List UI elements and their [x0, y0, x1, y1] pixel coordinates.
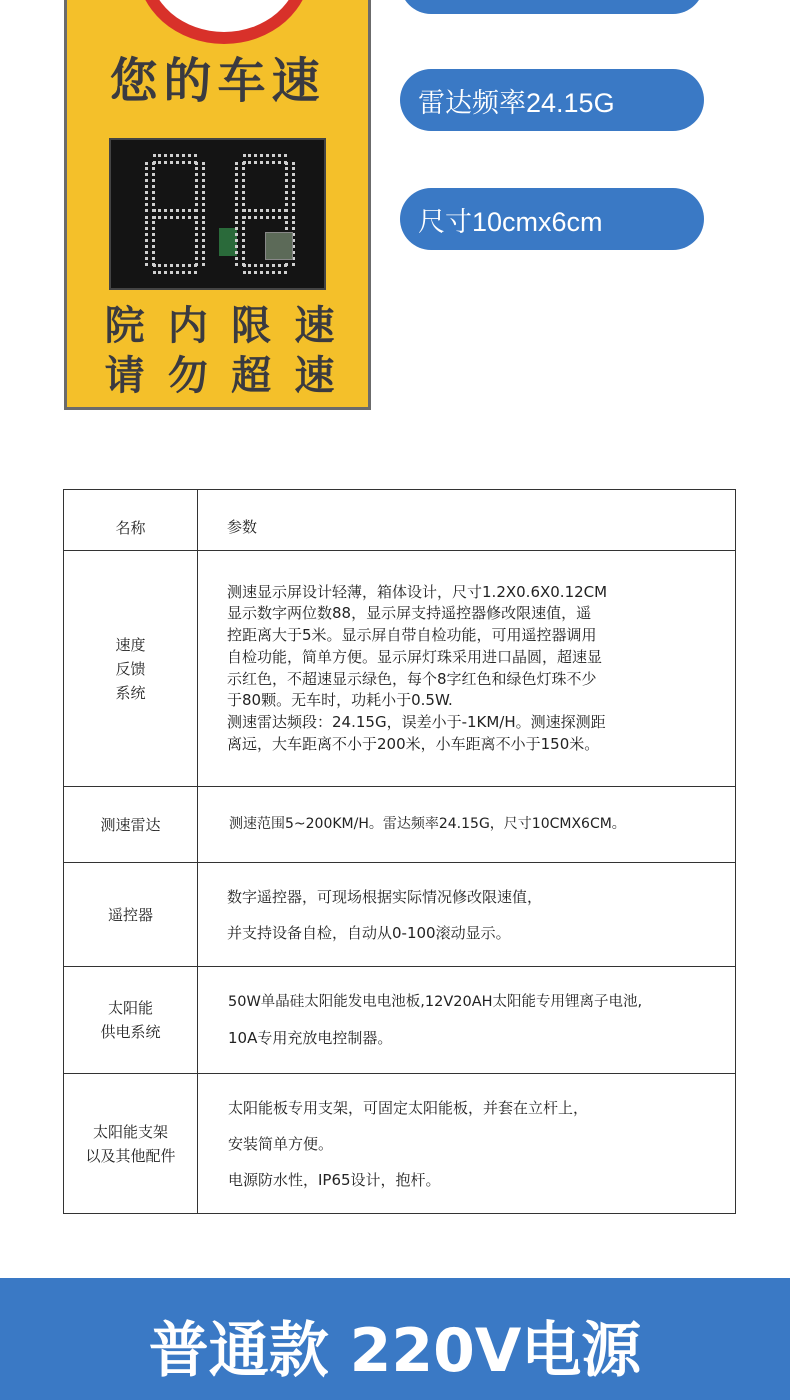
row-name-cell — [64, 787, 198, 863]
row-param-cell — [198, 551, 736, 787]
sign-char: 请 — [104, 353, 145, 399]
row-name-line: 太阳能 — [107, 999, 153, 1017]
radar-module — [265, 232, 293, 260]
spec-table — [63, 489, 736, 1214]
row-param-cell — [198, 787, 736, 863]
led-digit-tens — [145, 154, 205, 274]
param-line: 安装简单方便。 — [228, 1134, 334, 1153]
feature-pill-radar-frequency: 雷达频率24.15G — [400, 69, 704, 131]
table-header-row — [64, 490, 736, 551]
header-name-cell: 名称 — [64, 490, 198, 551]
sign-char: 勿 — [167, 353, 208, 399]
row-name-line: 太阳能支架 — [92, 1122, 168, 1141]
sign-char: 限 — [231, 303, 272, 349]
row-param-cell — [198, 863, 736, 967]
row-name-cell — [64, 551, 198, 787]
speed-limit-circle — [137, 0, 311, 44]
param-line: 显示数字两位数88，显示屏支持遥控器修改限速值，遥 — [227, 604, 592, 623]
row-name-line: 测速雷达 — [100, 815, 161, 834]
table-row — [64, 1074, 736, 1214]
led-speed-display — [109, 138, 326, 290]
row-name-line: 供电系统 — [100, 1023, 161, 1041]
row-name-line: 以及其他配件 — [85, 1146, 176, 1165]
param-line: 10A专用充放电控制器。 — [228, 1029, 393, 1047]
sign-char: 内 — [167, 303, 208, 349]
table-row — [64, 863, 736, 967]
row-name-cell — [64, 863, 198, 967]
row-name-line: 反馈 — [115, 659, 146, 678]
table-row — [64, 967, 736, 1074]
row-name-line: 速度 — [115, 635, 146, 654]
param-line: 电源防水性，IP65设计，抱杆。 — [228, 1170, 441, 1189]
param-line: 测速雷达频段：24.15G，误差小于-1KM/H。测速探测距 — [227, 712, 606, 731]
param-line: 于80颗。无车时，功耗小于0.5W. — [227, 691, 453, 710]
banner-title: 普通款 220V电源 — [148, 1316, 642, 1386]
row-name-cell — [64, 967, 198, 1074]
param-line: 控距离大于5米。显示屏自带自检功能，可用遥控器调用 — [227, 626, 597, 645]
sign-char: 速 — [294, 353, 335, 399]
sign-title: 您的车速 — [109, 53, 326, 109]
param-line: 数字遥控器，可现场根据实际情况修改限速值， — [227, 887, 543, 906]
row-name-line: 系统 — [115, 683, 146, 702]
param-line: 离远，大车距离不小于200米，小车距离不小于150米。 — [227, 734, 600, 753]
feature-pill-size: 尺寸10cmx6cm — [400, 188, 704, 250]
row-param-cell — [198, 1074, 736, 1214]
row-name-cell — [64, 1074, 198, 1214]
sign-char: 超 — [231, 353, 272, 399]
header-param-cell: 参数 — [198, 490, 736, 551]
sign-bottom-text — [93, 302, 346, 400]
param-line: 并支持设备自检，自动从0-100滚动显示。 — [227, 923, 511, 942]
param-line: 测速显示屏设计轻薄，箱体设计，尺寸1.2X0.6X0.12CM — [227, 582, 608, 601]
sign-char: 速 — [294, 303, 335, 349]
sign-char: 院 — [104, 303, 145, 349]
param-line: 测速范围5~200KM/H。雷达频率24.15G，尺寸10CMX6CM。 — [229, 815, 626, 832]
row-name-line: 遥控器 — [107, 905, 153, 924]
row-param-cell — [198, 967, 736, 1074]
param-line: 50W单晶硅太阳能发电电池板,12V20AH太阳能专用锂离子电池, — [228, 994, 643, 1010]
param-line: 自检功能，简单方便。显示屏灯珠采用进口晶圆，超速显 — [227, 647, 603, 666]
section-banner — [0, 1278, 790, 1400]
table-row — [64, 787, 736, 863]
param-line: 示红色，不超速显示绿色，每个8字红色和绿色灯珠不少 — [227, 669, 597, 688]
table-row — [64, 551, 736, 787]
feature-pill-partial — [400, 0, 704, 14]
speed-sign-photo — [64, 0, 371, 410]
param-line: 太阳能板专用支架，可固定太阳能板，并套在立杆上， — [228, 1098, 589, 1117]
